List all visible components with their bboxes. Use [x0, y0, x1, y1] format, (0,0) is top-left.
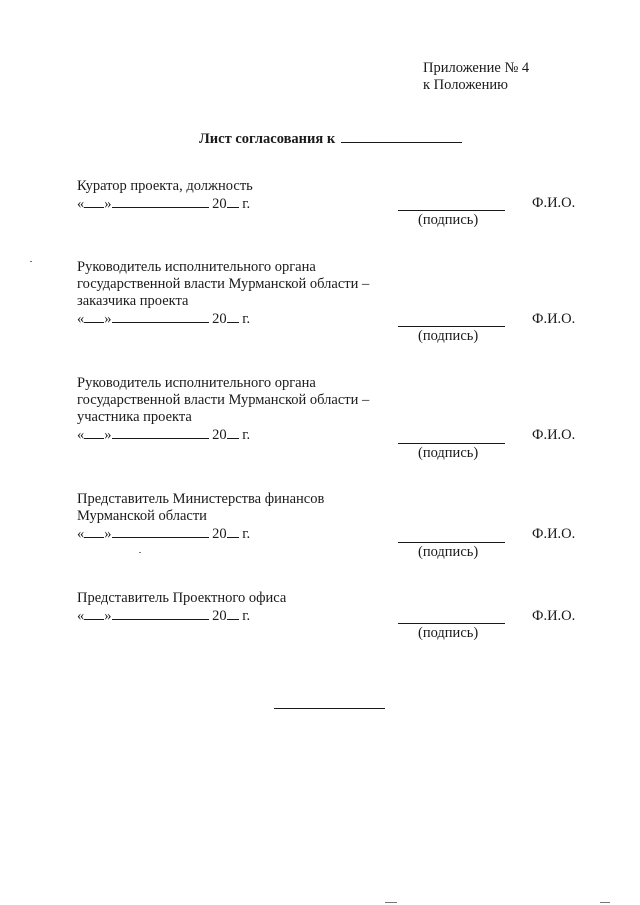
role-title-line-2: Мурманской области	[77, 508, 207, 524]
year-prefix: 20	[212, 608, 227, 624]
fio-label: Ф.И.О.	[532, 526, 576, 542]
role-title-line-2: государственной власти Мурманской области –	[77, 392, 370, 408]
year-prefix: 20	[212, 196, 227, 212]
scan-speck	[139, 552, 141, 553]
month-blank[interactable]	[112, 426, 209, 439]
day-blank[interactable]	[84, 195, 104, 208]
approval-block-participant-head	[77, 375, 617, 461]
document-title	[199, 129, 462, 148]
signature-label: (подпись)	[418, 328, 479, 344]
month-blank[interactable]	[112, 195, 209, 208]
year-suffix: г.	[242, 526, 251, 542]
open-quote: «	[77, 311, 85, 327]
signature-line[interactable]	[398, 325, 505, 327]
signature-line[interactable]	[398, 541, 505, 543]
open-quote: «	[77, 526, 85, 542]
scan-speck	[600, 902, 610, 903]
close-quote: »	[104, 196, 112, 212]
signature-line[interactable]	[398, 442, 505, 444]
signature-line[interactable]	[398, 622, 505, 624]
signature-label: (подпись)	[418, 445, 479, 461]
appendix-number: Приложение № 4	[423, 60, 530, 76]
approval-block-curator	[77, 178, 617, 228]
scan-speck	[30, 261, 32, 262]
year-suffix: г.	[242, 608, 251, 624]
close-quote: »	[104, 608, 112, 624]
month-blank[interactable]	[112, 607, 209, 620]
approval-block-project-office	[77, 590, 617, 641]
fio-label: Ф.И.О.	[532, 608, 576, 624]
year-prefix: 20	[212, 427, 227, 443]
role-title-line-3: заказчика проекта	[77, 293, 189, 309]
title-text: Лист согласования к	[199, 131, 336, 147]
role-title: Куратор проекта, должность	[77, 178, 253, 194]
year-blank[interactable]	[227, 525, 239, 538]
signature-label: (подпись)	[418, 212, 479, 228]
role-title-line-3: участника проекта	[77, 409, 192, 425]
role-title: Представитель Проектного офиса	[77, 590, 287, 606]
open-quote: «	[77, 608, 85, 624]
signature-label: (подпись)	[418, 625, 479, 641]
year-prefix: 20	[212, 526, 227, 542]
day-blank[interactable]	[84, 607, 104, 620]
open-quote: «	[77, 427, 85, 443]
year-suffix: г.	[242, 427, 251, 443]
close-quote: »	[104, 311, 112, 327]
open-quote: «	[77, 196, 85, 212]
approval-block-customer-head	[77, 259, 617, 344]
day-blank[interactable]	[84, 310, 104, 323]
fio-label: Ф.И.О.	[532, 427, 576, 443]
role-title-line-1: Представитель Министерства финансов	[77, 491, 325, 507]
approval-block-ministry-finance	[77, 491, 617, 560]
year-blank[interactable]	[227, 195, 239, 208]
year-suffix: г.	[242, 196, 251, 212]
month-blank[interactable]	[112, 310, 209, 323]
role-title-line-1: Руководитель исполнительного органа	[77, 375, 316, 391]
fio-label: Ф.И.О.	[532, 195, 576, 211]
title-blank-field[interactable]	[341, 129, 462, 143]
year-blank[interactable]	[227, 607, 239, 620]
year-blank[interactable]	[227, 426, 239, 439]
signature-line[interactable]	[398, 209, 505, 211]
day-blank[interactable]	[84, 525, 104, 538]
close-quote: »	[104, 427, 112, 443]
year-blank[interactable]	[227, 310, 239, 323]
close-quote: »	[104, 526, 112, 542]
role-title-line-1: Руководитель исполнительного органа	[77, 259, 316, 275]
signature-label: (подпись)	[418, 544, 479, 560]
appendix-reference: к Положению	[423, 77, 508, 93]
year-suffix: г.	[242, 311, 251, 327]
bottom-separator-line	[274, 708, 385, 709]
fio-label: Ф.И.О.	[532, 311, 576, 327]
scan-speck	[385, 902, 397, 903]
day-blank[interactable]	[84, 426, 104, 439]
role-title-line-2: государственной власти Мурманской области –	[77, 276, 370, 292]
year-prefix: 20	[212, 311, 227, 327]
appendix-header	[423, 60, 529, 94]
month-blank[interactable]	[112, 525, 209, 538]
